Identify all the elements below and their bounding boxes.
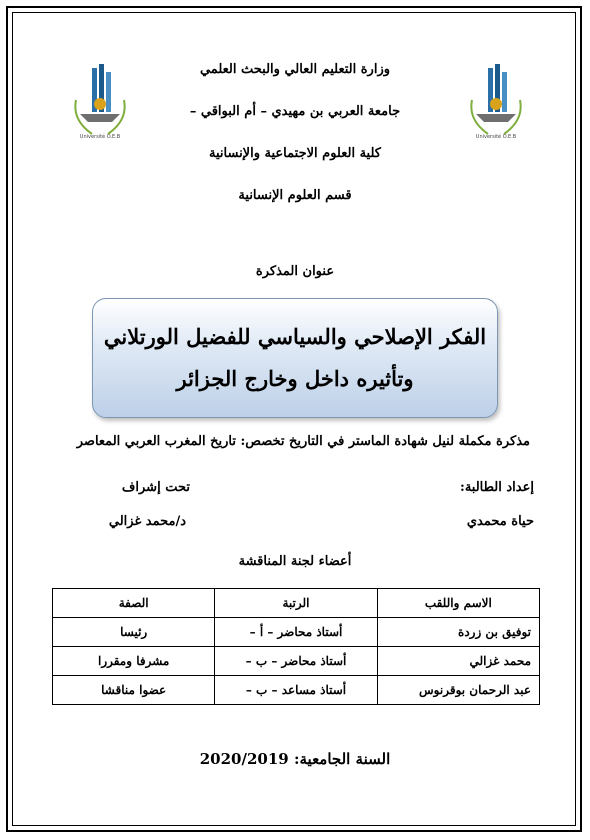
supervisor-name: د/محمد غزالي (108, 514, 186, 529)
member-role: مشرفا ومقررا (53, 647, 215, 676)
student-name: حياة محمدي (466, 514, 534, 529)
committee-heading: أعضاء لجنة المناقشة (238, 554, 352, 569)
student-label: إعداد الطالبة: (460, 480, 534, 495)
memo-purpose: مذكرة مكملة لنيل شهادة الماستر في التاريخ تخصص: تاريخ المغرب العربي المعاصر (76, 434, 530, 449)
svg-text:Université O.E.B: Université O.E.B (475, 134, 517, 140)
member-name: عبد الرحمان بوقرنوس (377, 676, 539, 705)
member-name: توفيق بن زردة (377, 618, 539, 647)
faculty-name: كلية العلوم الاجتماعية والإنسانية (209, 146, 381, 161)
ministry-name: وزارة التعليم العالي والبحث العلمي (199, 62, 391, 77)
department-name: قسم العلوم الإنسانية (238, 188, 352, 203)
column-header-rank: الرتبة (215, 589, 377, 618)
member-name: محمد غزالي (377, 647, 539, 676)
table-row (53, 676, 540, 705)
table-row (53, 618, 540, 647)
memo-title-box (92, 298, 498, 418)
table-header-row (53, 589, 540, 618)
member-role: رئيسا (53, 618, 215, 647)
academic-year-value: 2020/2019 (199, 750, 289, 768)
committee-table (52, 588, 540, 705)
memo-title-line1: الفكر الإصلاحي والسياسي للفضيل الورتلاني (103, 324, 487, 349)
university-name: جامعة العربي بن مهيدي – أم البواقي – (189, 104, 401, 119)
memo-title-line2: وتأثيره داخل وخارج الجزائر (176, 366, 414, 391)
column-header-name: الاسم واللقب (377, 589, 539, 618)
member-role: عضوا مناقشا (53, 676, 215, 705)
column-header-role: الصفة (53, 589, 215, 618)
supervisor-label: تحت إشراف (121, 480, 190, 495)
academic-year (0, 750, 590, 768)
member-rank: أستاذ محاضر – أ – (215, 618, 377, 647)
svg-text:Université O.E.B: Université O.E.B (79, 134, 121, 140)
memo-title-label: عنوان المذكرة (255, 264, 335, 279)
academic-year-label: السنة الجامعية: (293, 750, 391, 768)
member-rank: أستاذ مساعد – ب – (215, 676, 377, 705)
table-row (53, 647, 540, 676)
member-rank: أستاذ محاضر – ب – (215, 647, 377, 676)
